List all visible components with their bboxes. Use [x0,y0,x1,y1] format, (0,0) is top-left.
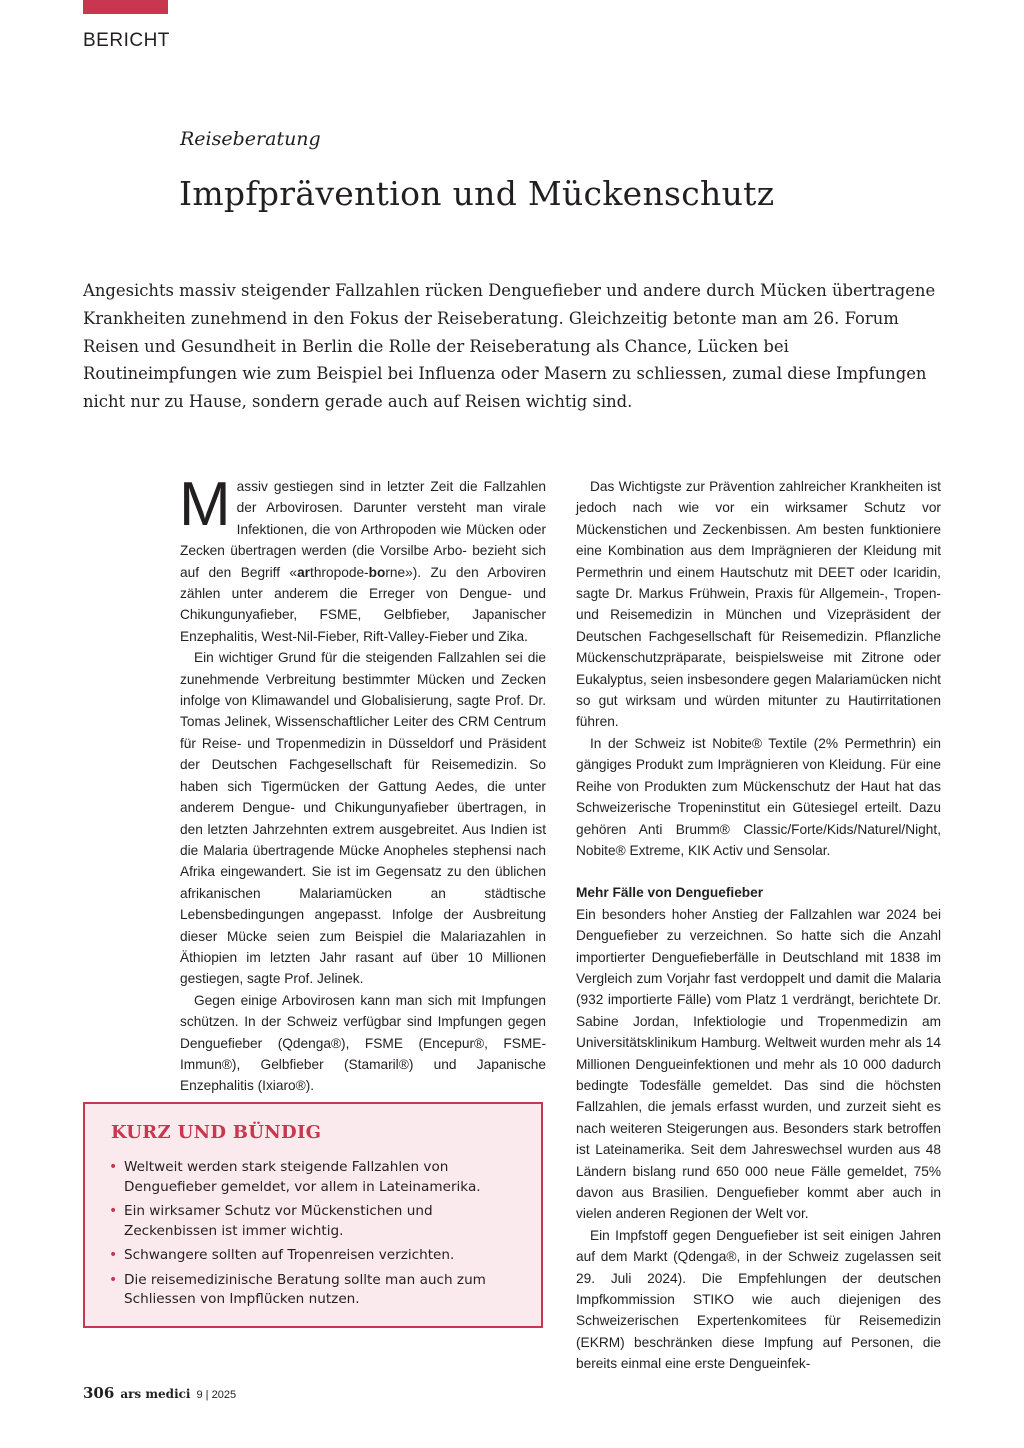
page-number: 306 [83,1384,115,1402]
paragraph-1-text-a: assiv gestiegen sind in letzter Zeit die Fallzahlen der Arbovirosen. Darunter versteht man virale Infektionen, die von Arthropoden wie Mücken oder Zecken übertragen werden (die Vorsilbe Arbo- bezieht sich auf den Begriff « [180,479,546,580]
bullet-icon: • [109,1247,118,1263]
paragraph-1 [179,470,546,647]
paragraph-3: Gegen einige Arbovirosen kann man sich mit Impfungen schützen. In der Schweiz verfügbar sind Impfungen gegen Denguefieber (Qdenga®), FSME (Encepur®, FSME-Immun®), Gelbfieber (Stamaril®) und Japanische Enzephalitis (Ixiaro®). [180,992,546,1094]
summary-item [107,1246,527,1266]
summary-item [107,1271,527,1310]
summary-list [107,1158,527,1315]
drop-cap: M [179,470,231,539]
bullet-icon: • [109,1271,118,1288]
paragraph-5: In der Schweiz ist Nobite® Textile (2% Permethrin) ein gängiges Produkt zum Imprägnieren von Kleidung. Für eine Reihe von Produkten zum Mückenschutz der Haut hat das Schweizerische Tropeninstitut ein Gütesiegel erteilt. Dazu gehören Anti Brumm® Classic/Forte/Kids/Naturel/Night, Nobite® Extreme, KIK Activ und Sensolar. [576,735,941,858]
summary-item-text: Schwangere sollten auf Tropenreisen verzichten. [124,1247,455,1263]
paragraph-7: Ein Impfstoff gegen Denguefieber ist seit einigen Jahren auf dem Markt (Qdenga®, in der Schweiz zugelassen seit 29. Juli 2024). Die Empfehlungen der deutschen Impfkommission STIKO wie auch diejenigen des Schweizerischen Expertenkomitees für Reisemedizin (EKRM) beschränken diese Impfung auf Personen, die bereits einmal eine erste Dengueinfek- [576,1227,941,1372]
paragraph-1-text-c: rne»). Zu den Arboviren zählen unter anderem die Erreger von Dengue- und Chikungunyafieber, FSME, Gelbfieber, Japanischer Enzephalitis, West-Nil-Fieber, Rift-Valley-Fieber und Zika. [180,564,546,644]
summary-item [107,1158,527,1197]
summary-box [83,1102,543,1328]
summary-item-text: Die reisemedizinische Beratung sollte man auch zum Schliessen von Impflücken nutzen. [124,1271,486,1307]
accent-bar [83,0,168,14]
summary-item-text: Weltweit werden stark steigende Fallzahlen von Denguefieber gemeldet, vor allem in Lateinamerika. [124,1159,481,1195]
body-column-left [179,470,546,1097]
paragraph-1-text-b: thropode- [310,564,369,580]
body-column-right [576,476,941,1375]
bold-bo: bo [368,564,386,580]
article-lead: Angesichts massiv steigender Fallzahlen rücken Denguefieber und andere durch Mücken übertragene Krankheiten zunehmend in den Fokus der Reiseberatung. Gleichzeitig betonte man am 26. Forum Reisen und Gesundheit in Berlin die Rolle der Reiseberatung als Chance, Lücken bei Routineimpfungen wie zum Beispiel bei Influenza oder Masern zu schliessen, zumal diese Impfungen nicht nur zu Hause, sondern gerade auch auf Reisen wichtig sind. [83,281,936,412]
subheading-dengue: Mehr Fälle von Denguefieber [576,885,764,901]
summary-box-title: KURZ UND BÜNDIG [111,1122,322,1143]
article-title: Impfprävention und Mückenschutz [179,174,775,213]
summary-item-text: Ein wirksamer Schutz vor Mückenstichen und Zeckenbissen ist immer wichtig. [124,1203,433,1239]
paragraph-6: Ein besonders hoher Anstieg der Fallzahlen war 2024 bei Denguefieber zu verzeichnen. So hatte sich die Anzahl importierter Denguefieberfälle in Deutschland mit 1838 im Vergleich zum Vorjahr fast verdoppelt und damit die Malaria (932 importierte Fälle) vom Platz 1 verdrängt, berichtete Dr. Sabine Jordan, Infektiologie und Tropenmedizin am Universitätsklinikum Hamburg. Weltweit wurden mehr als 14 Millionen Dengueinfektionen und mehr als 10 000 dadurch bedingte Todesfälle gemeldet. Das sind die höchsten Fallzahlen, die jemals erfasst wurden, und zurzeit sieht es nach weiteren Steigerungen aus. Besonders stark betroffen ist Lateinamerika. Seit dem Jahreswechsel wurden aus 48 Ländern bislang rund 650 000 neue Fälle gemeldet, 75% davon aus Brasilien. Denguefieber kommt aber auch in vielen anderen Regionen der Welt vor. [576,906,941,1222]
summary-item [107,1202,527,1241]
section-label: BERICHT [83,30,170,51]
bullet-icon: • [109,1203,118,1219]
paragraph-4: Das Wichtigste zur Prävention zahlreicher Krankheiten ist jedoch nach wie vor ein wirksamer Schutz vor Mückenstichen und Zeckenbissen. Am besten funktioniere eine Kombination aus dem Imprägnieren der Kleidung mit Permethrin und einem Hautschutz mit DEET oder Icaridin, sagte Dr. Markus Frühwein, Praxis für Allgemein-, Tropen- und Reisemedizin in München und Vizepräsident der Deutschen Fachgesellschaft für Reisemedizin. Pflanzliche Mückenschutzpräparate, beispielsweise mit Zitrone oder Eukalyptus, seien insbesondere gegen Malariamücken nicht so gut wirksam und würden mitunter zu Hautirritationen führen. [576,479,941,730]
article-kicker: Reiseberatung [180,128,321,150]
page-footer [83,1384,236,1402]
magazine-name: ars medici [120,1387,191,1401]
issue-label: 9 | 2025 [196,1389,237,1401]
paragraph-2: Ein wichtiger Grund für die steigenden Fallzahlen sei die zunehmende Verbreitung bestimmter Mücken und Zecken infolge von Klimawandel und Globalisierung, sagte Prof. Dr. Tomas Jelinek, Wissenschaftlicher Leiter des CRM Centrum für Reise- und Tropenmedizin in Düsseldorf und Präsident der Deutschen Fachgesellschaft für Reisemedizin. So haben sich Tigermücken der Gattung Aedes, die unter anderem Dengue- und Chikungunyafieber übertragen, in den letzten Jahrzehnten extrem ausgebreitet. Aus Indien ist die Malaria übertragende Mücke Anopheles stephensi nach Afrika eingewandert. Sie ist im Gegensatz zu den üblichen afrikanischen Malariamücken an städtische Lebensbedingungen angepasst. Infolge der Ausbreitung dieser Mücke seien zum Beispiel die Malariazahlen in Äthiopien im letzten Jahr rasant auf über 10 Millionen gestiegen, sagte Prof. Jelinek. [180,650,546,987]
bold-ar: ar [297,564,311,580]
bullet-icon: • [109,1159,118,1175]
